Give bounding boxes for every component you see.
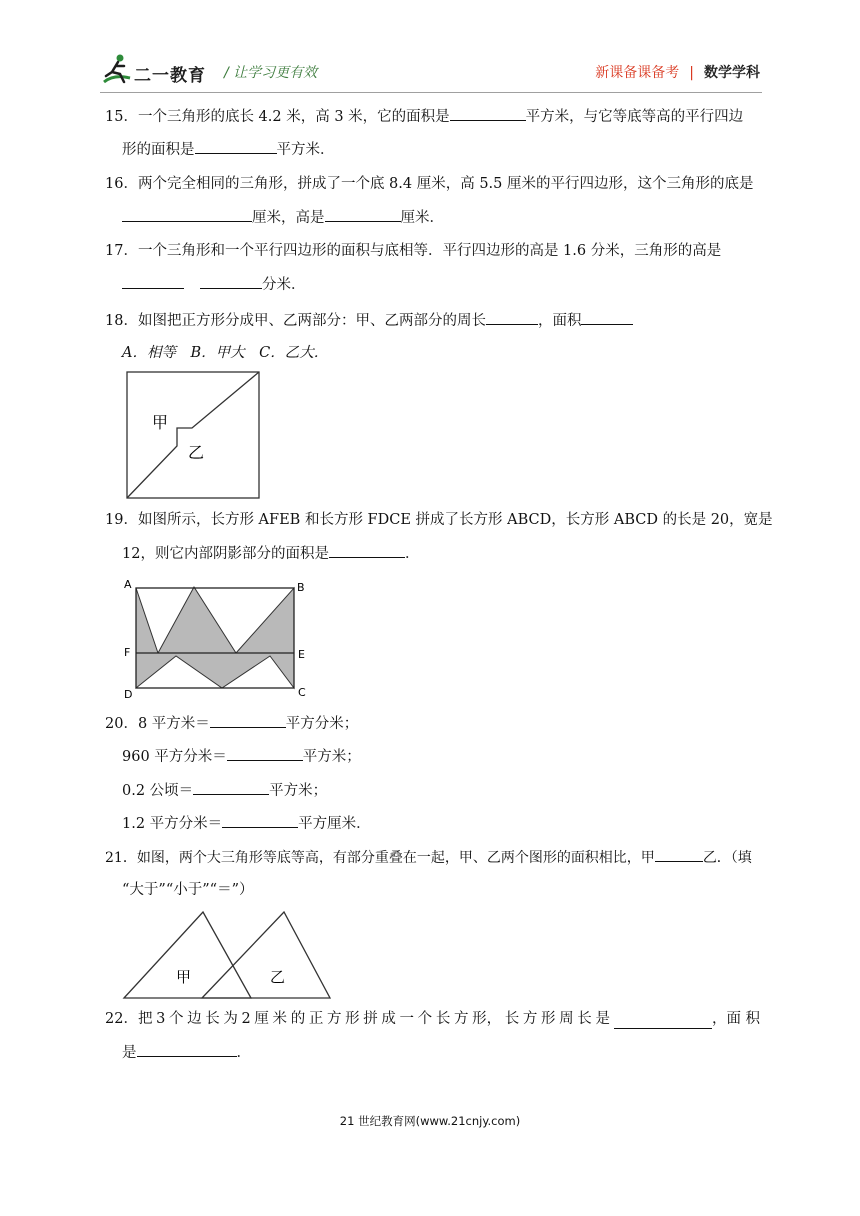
q22-word: 个 (417, 1011, 433, 1027)
q19-label-e: E (298, 648, 305, 661)
q19-line2 (122, 543, 419, 564)
q22-word: 长 (435, 1011, 451, 1027)
q17-line2 (122, 274, 306, 295)
q20-text-a2: 平方分米； (285, 716, 359, 732)
q19-label-b: B (297, 581, 305, 594)
q21-text-b: 乙．（填 (702, 850, 752, 866)
q22-word: 周 (559, 1011, 574, 1027)
q15-text-b: 平方米，与它等底等高的平行四边 (525, 109, 744, 125)
runner-logo-icon (100, 52, 134, 88)
q22-word: 方 (326, 1011, 342, 1027)
logo-text: 二一教育 (134, 66, 206, 86)
q22-text-c: 是 (122, 1045, 137, 1061)
q22-word: 为 (223, 1011, 238, 1027)
q19-text-b: 12，则它内部阴影部分的面积是 (122, 546, 329, 562)
q20-text-c1: 0.2 公顷＝ (122, 783, 194, 799)
q22-word: 个 (168, 1011, 184, 1027)
q18-square-figure (122, 368, 264, 502)
q18-square (127, 372, 259, 498)
q22-word: 边 (187, 1011, 202, 1027)
q16-blank-1[interactable] (122, 207, 252, 222)
q20-text-d1: 1.2 平方分米＝ (122, 816, 223, 832)
q18-blank-1[interactable] (486, 310, 538, 325)
q20-blank-1[interactable] (210, 713, 286, 728)
q16-text-c: 厘米． (400, 210, 444, 226)
header-tag-prep: 新课备课备考 (595, 65, 680, 81)
q20-blank-3[interactable] (193, 780, 269, 795)
q22-word: 22．把 (105, 1011, 153, 1027)
q17-text-b: 分米． (262, 277, 306, 293)
q18-label-yi: 乙 (188, 443, 205, 462)
logo (100, 52, 220, 92)
q22-word: 成 (381, 1011, 396, 1027)
q22-word: 长 (504, 1011, 520, 1027)
q19-line1 (105, 510, 773, 530)
q22-word: 形， (472, 1011, 502, 1027)
q21-line1 (105, 847, 752, 868)
q17-text-a: 17．一个三角形和一个平行四边形的面积与底相等．平行四边形的高是 1.6 分米，三角形的高是 (105, 243, 722, 259)
q19-text-a: 19．如图所示，长方形 AFEB 和长方形 FDCE 拼成了长方形 ABCD，长方形 ABCD 的长是 20，宽是 (105, 512, 773, 528)
q22-word: 一 (399, 1011, 415, 1027)
q20-line4 (122, 813, 371, 834)
q19-text-c: ． (404, 546, 420, 562)
q19-label-f: F (124, 646, 131, 659)
q20-text-b2: 平方米； (302, 749, 361, 765)
page-header (100, 52, 760, 92)
q22-word: 3 (156, 1011, 166, 1027)
q22-word: 米 (272, 1011, 288, 1027)
q16-blank-2[interactable] (325, 207, 401, 222)
q15-blank-2[interactable] (195, 139, 277, 154)
q20-line3 (122, 780, 327, 801)
q19-label-c: C (298, 686, 306, 699)
q22-word: 拼 (363, 1011, 378, 1027)
q18-label-jia: 甲 (152, 413, 169, 432)
q18-divider (127, 372, 259, 498)
q22-text-b: ，面 积 (712, 1011, 760, 1027)
q21-triangle-right (202, 912, 330, 998)
q20-blank-2[interactable] (227, 746, 303, 761)
q22-word: 方 (453, 1011, 469, 1027)
q18-text-a: 18．如图把正方形分成甲、乙两部分：甲、乙两部分的周长 (105, 313, 486, 329)
q19-shade-bottom (136, 653, 294, 688)
q18-blank-2[interactable] (581, 310, 633, 325)
q15-text-c: 形的面积是 (122, 142, 195, 158)
q18-options: A．相等 B．甲大 C．乙大． (122, 345, 329, 361)
q22-blank-2[interactable] (137, 1042, 237, 1057)
q20-text-a1: 20．8 平方米＝ (105, 716, 210, 732)
q16-line2 (122, 207, 444, 228)
q22-line1 (105, 1009, 760, 1029)
q20-text-c2: 平方米； (269, 783, 328, 799)
q16-line1 (105, 174, 754, 194)
q22-blank-1[interactable] (614, 1014, 712, 1029)
q15-line2 (122, 139, 335, 160)
q21-line2: “大于”“小于”“＝”） (122, 882, 254, 898)
q19-label-a: A (124, 578, 132, 591)
q15-text-d: 平方米． (276, 142, 335, 158)
slogan: / 让学习更有效 (224, 65, 318, 81)
q22-word: 的 (290, 1011, 306, 1027)
header-tags (595, 62, 760, 82)
q21-text-a: 21．如图，两个大三角形等底等高，有部分重叠在一起，甲、乙两个图形的面积相比，甲 (105, 850, 655, 866)
q18-line1 (105, 310, 633, 331)
header-separator: | (689, 65, 694, 81)
q15-text-a: 15．一个三角形的底长 4.2 米，高 3 米，它的面积是 (105, 109, 450, 125)
q22-word: 长 (205, 1011, 220, 1027)
q22-text-d: ． (236, 1045, 251, 1061)
page-footer: 21 世纪教育网(www.21cnjy.com) (339, 1114, 521, 1128)
q22-word: 厘 (254, 1011, 269, 1027)
q19-blank-1[interactable] (329, 543, 405, 558)
q17-blank-1b[interactable] (200, 274, 262, 289)
q19-rectangle-figure (118, 574, 314, 702)
q22-word: 形 (541, 1011, 556, 1027)
q22-word: 方 (522, 1011, 538, 1027)
q17-blank-1a[interactable] (122, 274, 184, 289)
q19-label-d: D (124, 688, 133, 701)
q21-blank-1[interactable] (655, 847, 703, 862)
q16-text-b: 厘米，高是 (252, 210, 325, 226)
q21-label-yi: 乙 (270, 968, 286, 986)
q17-line1 (105, 241, 721, 261)
header-divider (100, 92, 762, 93)
q16-text-a: 16．两个完全相同的三角形，拼成了一个底 8.4 厘米，高 5.5 厘米的平行四边形，这个三角形的底是 (105, 176, 754, 192)
q19-shade-top (136, 587, 294, 653)
q22-line2 (122, 1042, 251, 1063)
q22-word: 形 (345, 1011, 360, 1027)
q20-text-d2: 平方厘米． (298, 816, 371, 832)
q20-text-b1: 960 平方分米＝ (122, 749, 227, 765)
q18-text-b: ，面积 (537, 313, 582, 329)
q20-blank-4[interactable] (222, 813, 298, 828)
q22-word: 长 (577, 1011, 592, 1027)
header-tag-subject: 数学学科 (704, 65, 760, 81)
q15-blank-1[interactable] (450, 106, 526, 121)
q22-word: 2 (241, 1011, 251, 1027)
q20-line2 (122, 746, 361, 767)
q22-text-a (105, 1009, 610, 1029)
q22-word: 正 (308, 1011, 324, 1027)
q21-label-jia: 甲 (176, 968, 192, 986)
q22-word: 是 (595, 1011, 610, 1027)
q15-line1 (105, 106, 743, 127)
q21-triangles-figure (118, 906, 334, 1002)
q20-line1 (105, 713, 358, 734)
